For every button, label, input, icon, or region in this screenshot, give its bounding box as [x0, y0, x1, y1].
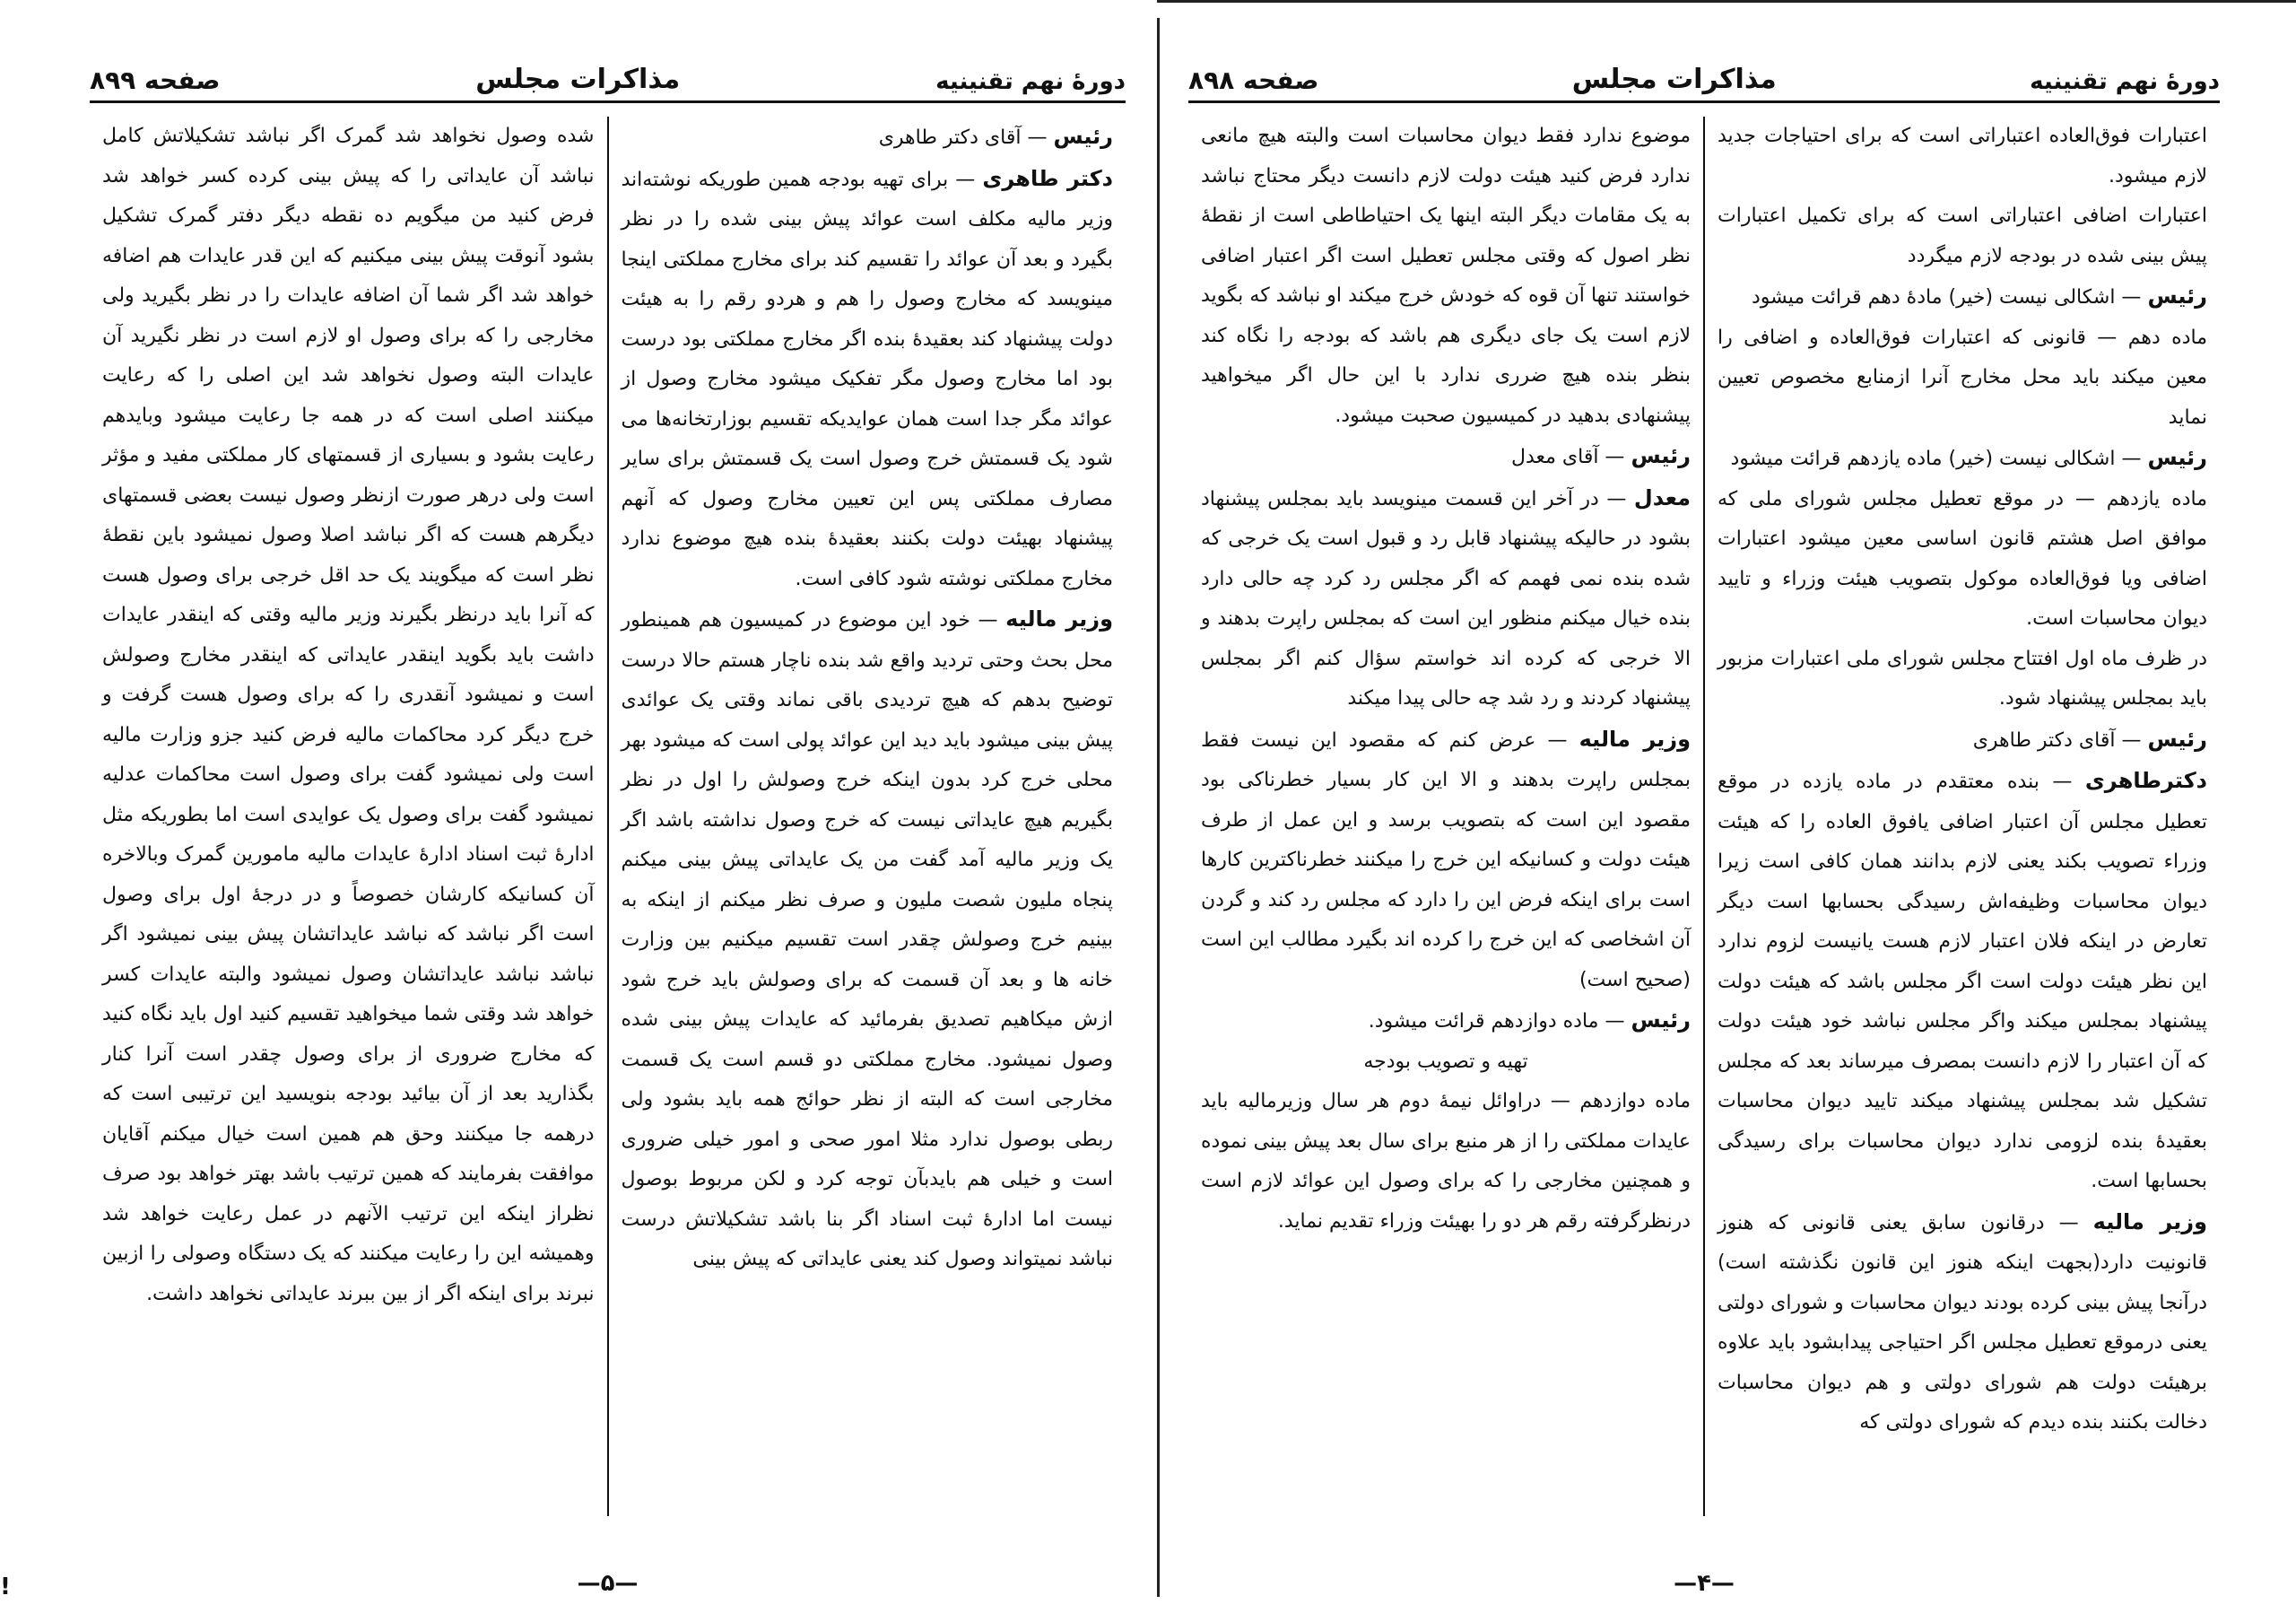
paragraph — [1201, 1082, 1691, 1242]
paragraph-text: — اشکالی نیست (خیر) مادهٔ دهم قرائت میشود — [1751, 286, 2148, 309]
paragraph — [1718, 196, 2207, 276]
speaker-name: رئیس — [2147, 283, 2207, 309]
paragraph-text: اعتبارات فوق‌العاده اعتباراتی است که برای احتیاجات جدید لازم میشود. — [1718, 125, 2207, 187]
paragraph-text: — در آخر این قسمت مینویسد باید بمجلس پیشنهاد بشود در حالیکه پیشنهاد قابل رد و قبول است یک خرجی که شده بنده نمی فهمم که اگر مجلس رد کرد چه حالی دارد بنده خیال میکنم منظور این است که بمجلس راپرت بدهند و الا خرجی که کرده اند خواستم سؤال کنم اگر بمجلس پیشنهاد کردند و رد شد چه حالی پیدا میکند — [1201, 487, 1691, 710]
column-left — [1188, 117, 1703, 1516]
page-number: —۴— — [1674, 1570, 1735, 1597]
paragraph — [1718, 1202, 2207, 1443]
header-title: مذاکرات مجلس — [1571, 64, 1777, 95]
paragraph — [622, 599, 1114, 1280]
header-page-label: صفحه ۸۹۸ — [1188, 65, 1319, 95]
page-898 — [1188, 36, 2220, 1597]
column-right — [1703, 117, 2220, 1516]
paragraph-text: ماده یازدهم — در موقع تعطیل مجلس شورای ملی که موافق اصل هشتم قانون اساسی معین میشود اعتبارات اضافی ویا فوق‌العاده موکول بتصویب هیئت وزراء و تایید دیوان محاسبات است. — [1718, 487, 2207, 630]
paragraph-text: در ظرف ماه اول افتتاح مجلس شورای ملی اعتبارات مزبور باید بمجلس پیشنهاد شود. — [1718, 647, 2207, 710]
paragraph-text: — اشکالی نیست (خیر) ماده یازدهم قرائت میشود — [1730, 448, 2148, 470]
page-number: —۵— — [577, 1570, 639, 1597]
paragraph-text: ماده دهم — قانونی که اعتبارات فوق‌العاده و اضافی را معین میکند باید محل مخارج آنرا ازمنابع مخصوص تعیین نماید — [1718, 326, 2207, 429]
paragraph — [1201, 117, 1691, 436]
header-page-label: صفحه ۸۹۹ — [90, 65, 221, 95]
speaker-name: رئیس — [1631, 443, 1691, 468]
header-title: مذاکرات مجلس — [475, 64, 681, 95]
paragraph — [1201, 1000, 1691, 1042]
paragraph — [1201, 1042, 1691, 1083]
paragraph-text: — آقای دکتر طاهری — [878, 126, 1054, 149]
paragraph — [1718, 318, 2207, 439]
paragraph — [1201, 719, 1691, 1001]
speaker-name: رئیس — [2147, 445, 2207, 470]
paragraph-text: — آقای دکتر طاهری — [1972, 728, 2148, 752]
paragraph-text: اعتبارات اضافی اعتباراتی است که برای تکمیل اعتبارات پیش بینی شده در بودجه لازم میگردد — [1718, 205, 2207, 267]
speaker-name: وزیر مالیه — [1578, 726, 1691, 752]
speaker-name: رئیس — [2147, 726, 2207, 752]
paragraph-text: تهیه و تصویب بودجه — [1363, 1050, 1528, 1073]
paragraph-text: موضوع ندارد فقط دیوان محاسبات است والبته هیچ مانعی ندارد فرض کنید هیئت دولت لازم دانست دیگر محتاج نباشد به یک مقامات دیگر البته اینها یک احتیاطاطی است از نقطهٔ نظر اصول که وقتی مجلس تعطیل است اگر اعتبار اضافی خواستند تنها آن قوه که خودش خرج میکند او نباشد که بگوید لازم است یک جای دیگری هم باشد که بودجه را نگاه کند بنظر بنده هیچ ضرری ندارد با این حال اگر میخواهید پیشنهادی بدهید در کمیسیون صحبت میشود. — [1201, 125, 1691, 427]
paragraph — [1718, 480, 2207, 640]
paragraph — [1718, 719, 2207, 762]
paragraph-text: — خود این موضوع در کمیسیون هم همینطور محل بحث وحتی تردید واقع شد بنده ناچار هستم حالا درست توضیح بدهم که هیچ تردیدی باقی نماند وقتی یک عوائدی پیش بینی میشود باید دید این عوائد پولی است که میشود بهر محلی خرج کرد بدون اینکه خرج وصولش را اول در نظر بگیریم هیچ عایداتی نیست که خرج وصول نداشته باشد اگر یک وزیر مالیه آمد گفت من یک عایداتی پیش بینی میکنم پنجاه ملیون شصت ملیون و صرف نظر میکنم از اینکه به بینیم خرج وصولش چقدر است تقسیم میکنیم بین وزارت خانه ها و بعد آن قسمت که برای وصولش باید خرج شود ازش میکاهیم تصدیق بفرمائید که عایدات پیش بینی شده وصول نمیشود. مخارج مملکتی دو قسم است یک قسمت مخارجی است که البته از نظر حوائج همه باید بشود ولی ربطی بوصول ندارد مثلا امور صحی و امور خیلی ضروری است و خیلی هم بایدبآن توجه کرد و لکن مربوط بوصول نیست اما ادارهٔ ثبت اسناد اگر بنا باشد تشکیلاتش درست نباشد نمیتواند وصول کند یعنی عایداتی که پیش بینی — [621, 609, 1113, 1270]
paragraph-text: — آقای معدل — [1510, 446, 1631, 468]
book-gutter — [1157, 18, 1160, 1597]
column-right — [607, 117, 1126, 1516]
column-left — [90, 117, 607, 1516]
speaker-name: دکتر طاهری — [982, 165, 1113, 191]
speaker-name: وزیر مالیه — [1005, 606, 1113, 632]
paragraph-text: — عرض کنم که مقصود این نیست فقط بمجلس راپرت بدهند و الا این کار بسیار خطرناکی بود مقصود این است که بتصویب برسد و این عمل از طرف هیئت دولت و کسانیکه این خرج را میکنند خطرناکترین کارها است برای اینکه فرض این را دارد که مجلس رد کند و گردن آن اشخاصی که این خرج را کرده اند بگیرد مطالب این است (صحیح است) — [1201, 728, 1691, 991]
top-edge-line — [1157, 0, 2296, 3]
margin-mark: ! — [0, 1574, 11, 1600]
speaker-name: دکترطاهری — [2084, 768, 2207, 793]
paragraph — [1718, 276, 2207, 318]
paragraph — [1201, 436, 1691, 478]
page-header — [1188, 54, 2220, 103]
paragraph — [1718, 438, 2207, 480]
paragraph-text: شده وصول نخواهد شد گمرک اگر نباشد تشکیلاتش کامل نباشد آن عایداتی را که پیش بینی کرده کسر خواهد شد فرض کنید من میگویم ده نقطه دیگر دفتر گمرک تشکیل بشود آنوقت پیش بینی میکنیم که این قدر عایدات هم اضافه خواهد شد اگر شما آن اضافه عایدات را در نظر بگیرید ولی مخارجی را که برای وصول او لازم است در نظر نگیرید آن عایدات البته وصول نخواهد شد این اصلی را که رعایت میکنند اصلی است که در همه جا رعایت میشود وبایدهم رعایت بشود و بسیاری از قسمتهای کار مملکتی مفید و مؤثر است ولی درهر صورت ازنظر وصول نیست بعضی قسمتهای دیگرهم هست که اگر نباشد اصلا وصول نمیشود باین نقطهٔ نظر است که میگویند یک حد اقل خرجی برای وصول هست که آنرا باید درنظر بگیرند وزیر مالیه وقتی که اینقدر عایدات داشت باید بگوید اینقدر عایداتی که اینقدر مخارج وصولش است و نمیشود آنقدری را که برای وصول هست گرفت و خرج دیگر کرد محاکمات مالیه فرض کنید جزو وزارت مالیه است ولی نمیشود گفت برای وصول است محاکمات عدلیه نمیشود گفت برای وصول یک عوایدی است اما بطوریکه مثل ادارهٔ ثبت اسناد ادارهٔ عایدات مالیه مامورین گمرک وبالاخره آن کسانیکه کارشان خصوصاً و در درجهٔ اول برای وصول است اگر نباشد که نباشد عایداتشان پیش بینی نمیشود اگر نباشد نباشد عایداتشان وصول نمیشود والبته عایدات کسر خواهد شد وقتی شما میخواهید تقسیم کنید اول باید نگاه کنید که مخارج ضروری از برای وصول چقدر است آنرا کنار بگذارید بعد از آن بیائید بودجه بنویسید این ترتیبی است که درهمه جا میکنند وحق هم همین است خیال میکنم آقایان موافقت بفرمایند که همین ترتیب باشد بهتر خواهد بود صرف نظراز اینکه این ترتیب الآنهم در عمل رعایت خواهد شد وهمیشه این را رعایت میکنند که یک دستگاه وصولی را ازبین نبرند برای اینکه اگر از بین ببرند عایداتی نخواهد داشت. — [102, 125, 595, 1305]
header-session: دورهٔ نهم تقنینیه — [935, 68, 1126, 95]
speaker-name: وزیر مالیه — [2092, 1208, 2207, 1234]
speaker-name: رئیس — [1631, 1007, 1691, 1033]
page-899 — [90, 36, 1126, 1597]
text-columns — [90, 117, 1126, 1516]
paragraph — [1718, 117, 2207, 196]
paragraph-text: — درقانون سابق یعنی قانونی که هنوز قانونیت دارد(بجهت اینکه هنوز این قانون نگذشته است) درآنجا پیش بینی کرده بودند دیوان محاسبات و شورای دولتی یعنی درموقع تعطیل مجلس اگر احتیاجی پیدابشود باید علاوه برهیئت دولت هم شورای دولتی و هم دیوان محاسبات دخالت بکنند بنده دیدم که شورای دولتی که — [1718, 1211, 2207, 1434]
paragraph — [622, 159, 1114, 600]
speaker-name: معدل — [1633, 484, 1691, 510]
header-session: دورهٔ نهم تقنینیه — [2030, 68, 2220, 95]
paragraph — [622, 117, 1114, 159]
speaker-name: رئیس — [1053, 124, 1113, 149]
paragraph-text: — ماده دوازدهم قرائت میشود. — [1368, 1010, 1631, 1033]
text-columns — [1188, 117, 2220, 1516]
paragraph-text: — بنده معتقدم در ماده یازده در موقع تعطیل مجلس آن اعتبار اضافی یافوق العاده را که هیئت وزراء تصویب بکند یعنی لازم بدانند همان کافی است زیرا دیوان محاسبات وظیفه‌اش رسیدگی بحسابها است دیگر تعارض در اینکه فلان اعتبار لازم هست یانیست لزوم ندارد این نظر هیئت دولت است اگر مجلس باشد که هیئت دولت پیشنهاد بمجلس میکند واگر مجلس نباشد خود هیئت دولت که آن اعتبار را لازم دانست بمصرف میرساند بعد که مجلس تشکیل شد بمجلس پیشنهاد میکند تایید دیوان محاسبات بعقیدهٔ بنده لزومی ندارد دیوان محاسبات برای رسیدگی بحسابها است. — [1718, 771, 2207, 1192]
paragraph — [1718, 640, 2207, 719]
paragraph — [1201, 478, 1691, 719]
page-header — [90, 54, 1126, 103]
paragraph-text: ماده دوازدهم — دراوائل نیمهٔ دوم هر سال وزیرمالیه باید عایدات مملکتی را از هر منبع برای سال بعد پیش بینی نموده و همچنین مخارجی را که برای وصول این عوائد لازم است درنظرگرفته رقم هر دو را بهیئت وزراء تقدیم نماید. — [1201, 1090, 1691, 1233]
paragraph — [1718, 761, 2207, 1202]
paragraph-text: — برای تهیه بودجه همین طوریکه نوشته‌اند وزیر مالیه مکلف است عوائد پیش بینی شده را در نظر بگیرد و بعد آن عوائد را تقسیم کند برای مخارج مملکتی اینجا مینویسد که مخارج وصول را هم و هردو رقم را به هیئت دولت پیشنهاد کند بعقیدهٔ بنده اگر مخارج مملکتی بود درست بود اما مخارج وصول مگر تفکیک میشود مخارج وصول از عوائد مگر جدا است همان عوایدیکه تقسیم بوزارتخانه‌ها می شود یک قسمتش خرج وصول است یک قسمتش برای سایر مصارف مملکتی پس این تعیین مخارج وصول که آنهم پیشنهاد بهیئت دولت بکنند بعقیدهٔ بنده هیچ موضوع ندارد مخارج مملکتی نوشته شود کافی است. — [621, 168, 1113, 590]
paragraph — [102, 117, 595, 1314]
